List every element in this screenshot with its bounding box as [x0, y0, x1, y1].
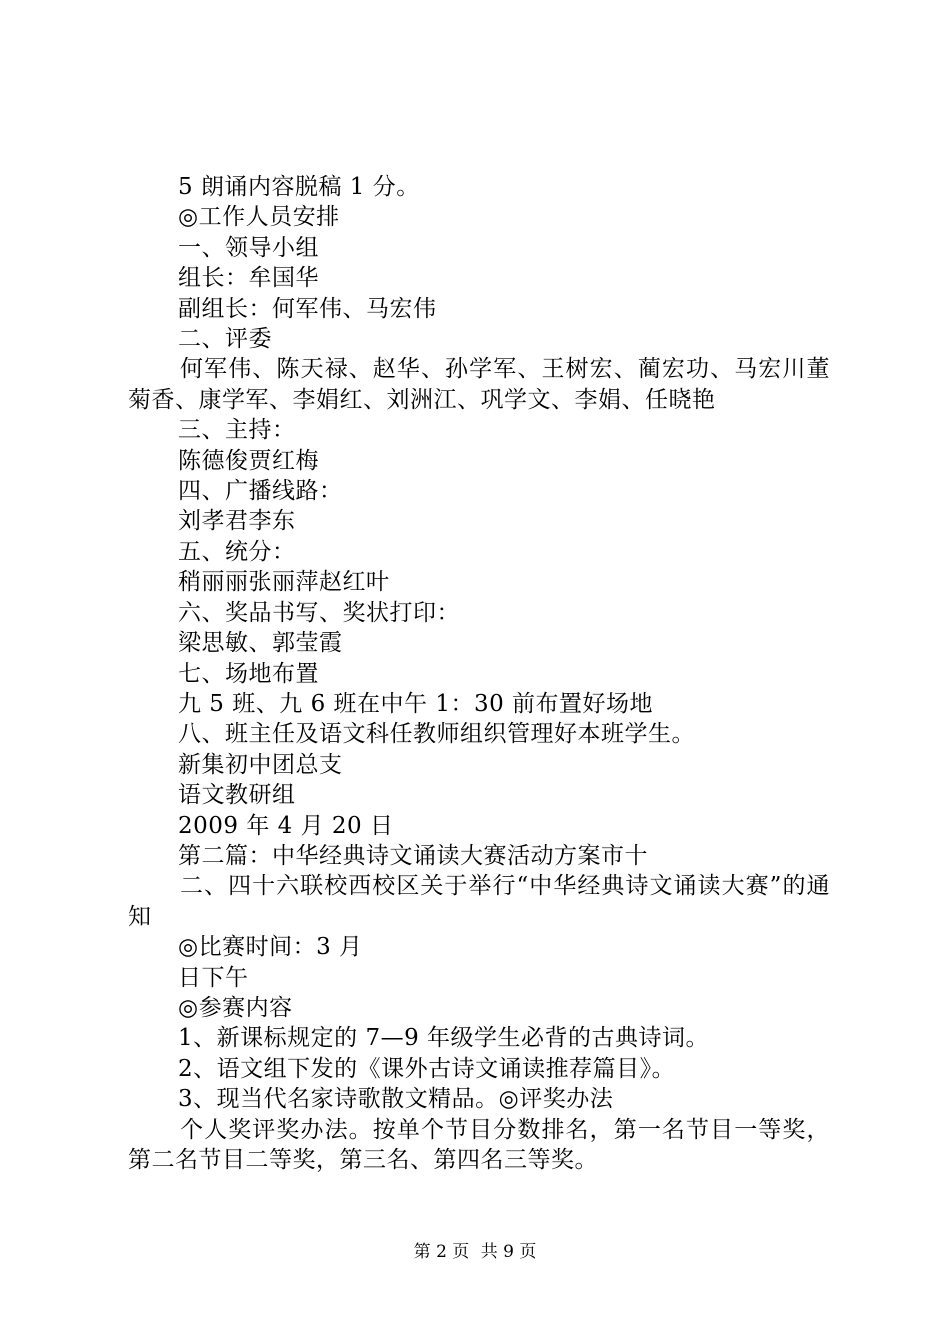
- text-line: 副组长：何军伟、马宏伟: [178, 295, 437, 322]
- notice-title: 二、四十六联校西校区关于举行“中华经典诗文诵读大赛”的通知: [128, 873, 830, 930]
- page-number: 第 2 页: [413, 1242, 470, 1262]
- judges-paragraph: 何军伟、陈天禄、赵华、孙学军、王树宏、蔺宏功、马宏川董菊香、康学军、李娟红、刘洲江、巩学文、李娟、任晓艳: [128, 356, 830, 413]
- page-total: 共 9 页: [480, 1242, 537, 1262]
- section-heading: ◎工作人员安排: [178, 204, 340, 231]
- text-line: 日下午: [178, 964, 249, 991]
- page-footer: [0, 1241, 950, 1263]
- text-line: 稍丽丽张丽萍赵红叶: [178, 569, 390, 596]
- signature-line: 新集初中团总支: [178, 751, 343, 778]
- text-line: 刘孝君李东: [178, 508, 296, 535]
- signature-line: 语文教研组: [178, 782, 296, 809]
- chapter-title: 第二篇：中华经典诗文诵读大赛活动方案市十: [178, 842, 648, 869]
- text-line: 梁思敏、郭莹霞: [178, 630, 343, 657]
- text-line: 九 5 班、九 6 班在中午 1：30 前布置好场地: [178, 690, 654, 717]
- list-item: 1、新课标规定的 7—9 年级学生必背的古典诗词。: [178, 1025, 710, 1052]
- section-heading: 七、场地布置: [178, 660, 319, 687]
- award-paragraph: 个人奖评奖办法。按单个节目分数排名，第一名节目一等奖，第二名节目二等奖，第三名、第四名三等奖。: [128, 1116, 830, 1173]
- text-line: 陈德俊贾红梅: [178, 447, 319, 474]
- list-item: 2、语文组下发的《课外古诗文诵读推荐篇目》。: [178, 1055, 676, 1082]
- section-heading: 六、奖品书写、奖状打印：: [178, 599, 460, 626]
- text-line: 5 朗诵内容脱稿 1 分。: [178, 174, 420, 200]
- section-heading: 八、班主任及语文科任教师组织管理好本班学生。: [178, 721, 695, 748]
- section-heading: 二、评委: [178, 326, 272, 353]
- list-item: 3、现当代名家诗歌散文精品。◎评奖办法: [178, 1086, 614, 1113]
- section-heading: 五、统分：: [178, 538, 296, 565]
- section-heading: 三、主持：: [178, 417, 296, 444]
- text-line: 组长：牟国华: [178, 265, 319, 292]
- document-body: [128, 172, 830, 1175]
- section-heading: 一、领导小组: [178, 234, 319, 261]
- section-heading: ◎参赛内容: [178, 994, 293, 1021]
- section-heading: 四、广播线路：: [178, 478, 343, 505]
- date-line: 2009 年 4 月 20 日: [178, 812, 394, 839]
- section-heading: ◎比赛时间：3 月: [178, 934, 363, 961]
